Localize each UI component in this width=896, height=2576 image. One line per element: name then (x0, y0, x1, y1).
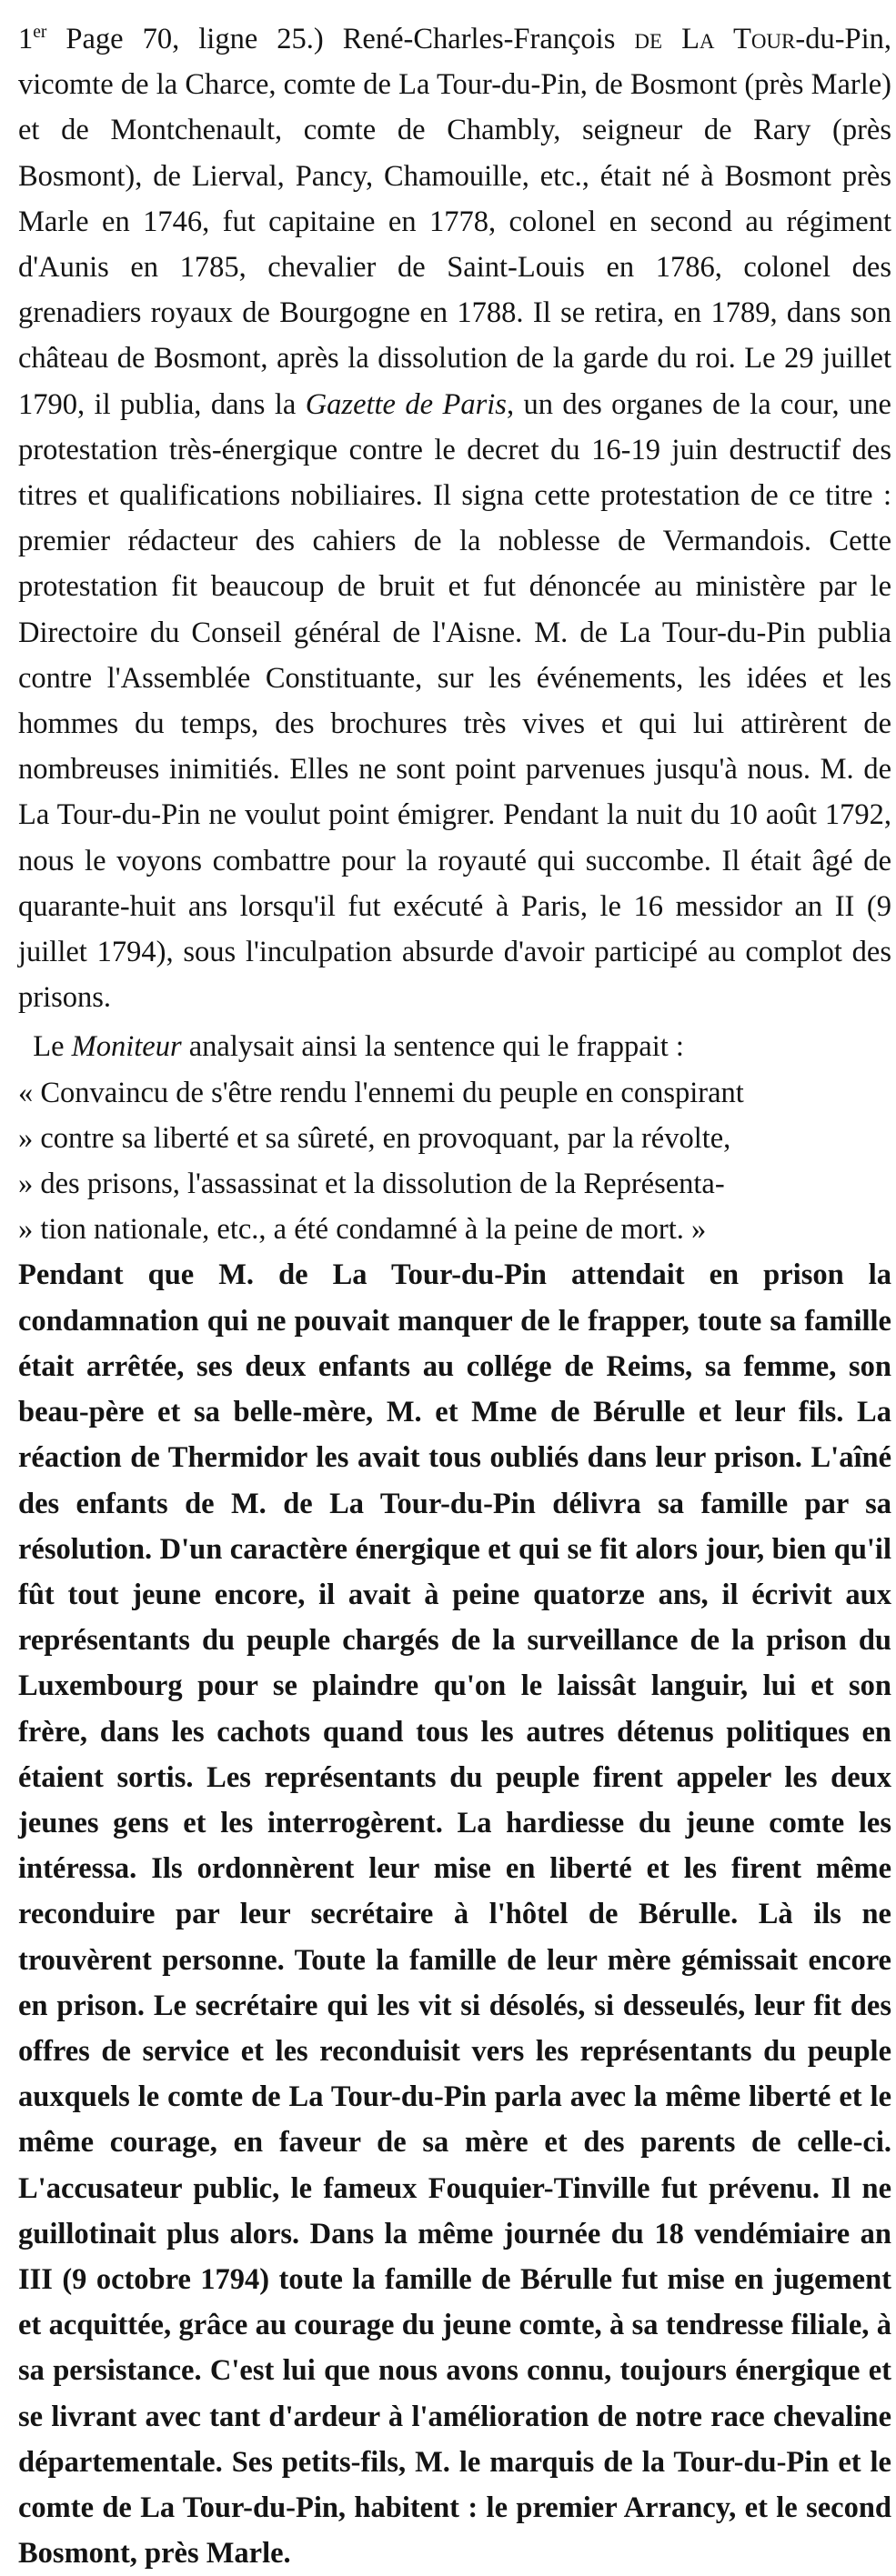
paragraph-biography (18, 16, 891, 1020)
name-small-caps: de La Tour (634, 23, 796, 55)
quote-line: » contre sa liberté et sa sûreté, en provoquant, par la révolte, (18, 1121, 731, 1155)
quote-line: « Convaincu de s'être rendu l'ennemi du peuple en conspirant (18, 1076, 744, 1109)
paragraph-text: analysait ainsi la sentence qui le frappait : (181, 1030, 684, 1064)
paragraph-moniteur (18, 1024, 891, 1069)
footnote-suffix: er (33, 23, 47, 43)
paragraph-text: Page 70, ligne 25.) René-Charles-François (46, 23, 635, 55)
document-page (18, 16, 891, 2576)
newspaper-title: Gazette de Paris (305, 387, 507, 421)
paragraph-text: Le (33, 1030, 72, 1064)
quote-line: » des prisons, l'assassinat et la dissolution de la Représenta- (18, 1168, 725, 1201)
paragraph-family-release: Pendant que M. de La Tour-du-Pin attendait en prison la condamnation qui ne pouvait manquer de le frapper, toute sa famille était arrêtée, ses deux enfants au collége de Reims, sa femme, son beau-père et sa belle-mère, M. et Mme de Bérulle et leur fils. La réaction de Thermidor les avait tous oubliés dans leur prison. L'aîné des enfants de M. de La Tour-du-Pin délivra sa famille par sa résolution. D'un caractère énergique et qui se fit alors jour, bien qu'il fût tout jeune encore, il avait à peine quatorze ans, il écrivit aux représentants du peuple chargés de la surveillance de la prison du Luxembourg pour se plaindre qu'on le laissât languir, lui et son frère, dans les cachots quand tous les autres détenus politiques en étaient sortis. Les représentants du peuple firent appeler les deux jeunes gens et les interrogèrent. La hardiesse du jeune comte les intéressa. Ils ordonnèrent leur mise en liberté et les firent même reconduire par leur secrétaire à l'hôtel de Bérulle. Là ils ne trouvèrent personne. Toute la famille de leur mère gémissait encore en prison. Le secrétaire qui les vit si désolés, si desseulés, leur fit des offres de service et les reconduisit vers les représentants du peuple auxquels le comte de La Tour-du-Pin parla avec la même liberté et le même courage, en faveur de sa mère et des parents de celle-ci. L'accusateur public, le fameux Fouquier-Tinville fut prévenu. Il ne guillotinait plus alors. Dans la même journée du 18 vendémiaire an III (9 octobre 1794) toute la famille de Bérulle fut mise en jugement et acquittée, grâce au courage du jeune comte, à sa tendresse filiale, à sa persistance. C'est lui que nous avons connu, toujours énergique et se livrant avec tant d'ardeur à l'amélioration de notre race chevaline départementale. Ses petits-fils, M. le marquis de la Tour-du-Pin et le comte de La Tour-du-Pin, habitent : le premier Arrancy, et le second Bosmont, près Marle. (18, 1258, 891, 2571)
paragraph-text: -du-Pin, vicomte de la Charce, comte de La Tour-du-Pin, de Bosmont (près Marle) et de Montchenault, comte de Chambly, seigneur de Rary (près Bosmont), de Lierval, Pancy, Chamouille, etc., était né à Bosmont près Marle en 1746, fut capitaine en 1778, colonel en second au régiment d'Aunis en 1785, chevalier de Saint-Louis en 1786, colonel des grenadiers royaux de Bourgogne en 1788. Il se retira, en 1789, dans son château de Bosmont, après la dissolution de la garde du roi. Le 29 juillet 1790, il publia, dans la (18, 23, 892, 421)
sentence-quote (18, 1070, 891, 1253)
paragraph-text: , un des organes de la cour, une protestation très-énergique contre le decret du 16-19 juin destructif des titres et qualifications nobiliaires. Il signa cette protestation de ce titre : premier rédacteur des cahiers de la noblesse de Vermandois. Cette protestation fit beaucoup de bruit et fut dénoncée au ministère par le Directoire du Conseil général de l'Aisne. M. de La Tour-du-Pin publia contre l'Assemblée Constituante, sur les événements, les idées et les hommes du temps, des brochures très vives et qui lui attirèrent de nombreuses inimitiés. Elles ne sont point parvenues jusqu'à nous. M. de La Tour-du-Pin ne voulut point émigrer. Pendant la nuit du 10 août 1792, nous le voyons combattre pour la royauté qui succombe. Il était âgé de quarante-huit ans lorsqu'il fut exécuté à Paris, le 16 messidor an II (9 juillet 1794), sous l'inculpation absurde d'avoir participé au complot des prisons. (18, 387, 891, 1015)
footnote-number: 1 (18, 23, 34, 55)
newspaper-title: Moniteur (71, 1030, 182, 1064)
quote-line: » tion nationale, etc., a été condamné à la peine de mort. » (18, 1213, 707, 1247)
